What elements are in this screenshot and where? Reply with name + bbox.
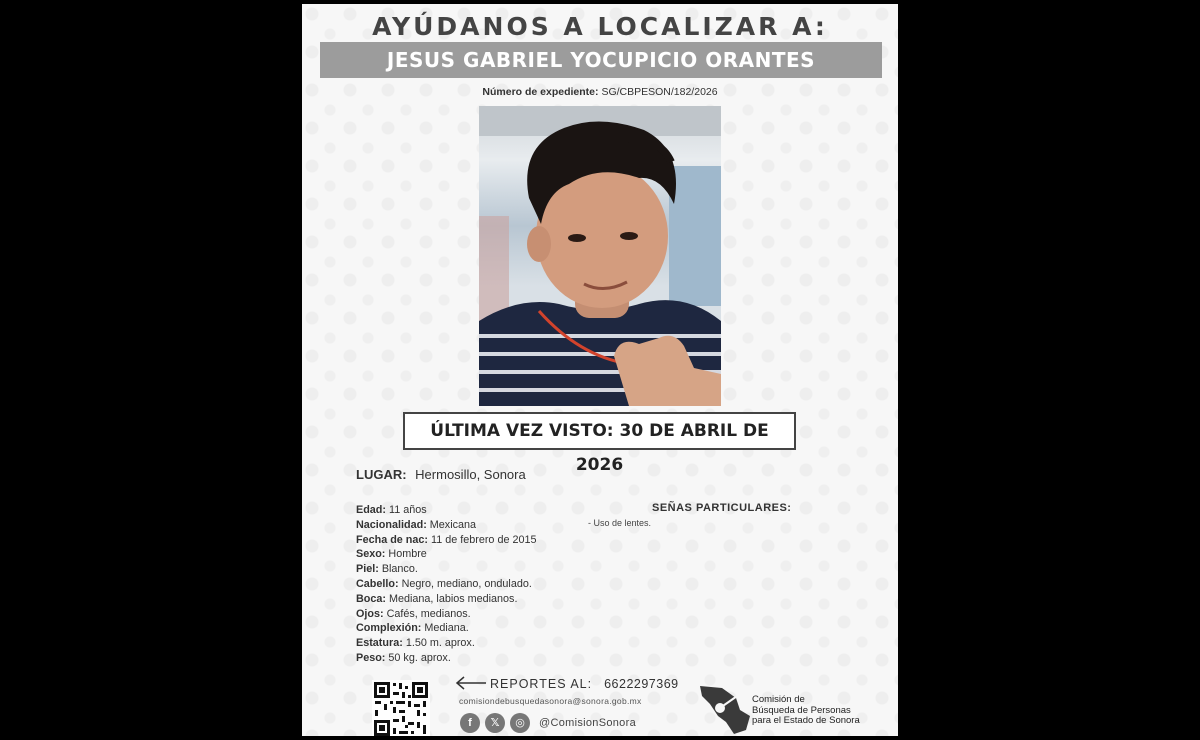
detail-row: Piel: Blanco. (356, 563, 418, 576)
detail-row: Fecha de nac: 11 de febrero de 2015 (356, 533, 537, 546)
sonora-map-logo-icon (696, 682, 754, 736)
detail-row: Sexo: Hombre (356, 548, 427, 561)
instagram-icon[interactable]: ◎ (510, 713, 530, 733)
detail-row: Nacionalidad: Mexicana (356, 518, 477, 531)
last-seen-date: ÚLTIMA VEZ VISTO: 30 DE ABRIL DE 2026 (403, 412, 796, 450)
distinguishing-mark-item: - Uso de lentes. (588, 518, 652, 528)
person-photo (479, 106, 721, 406)
organization-name: Comisión de Búsqueda de Personas para el Estado de Sonora (752, 694, 860, 726)
x-icon[interactable]: 𝕏 (485, 713, 505, 733)
report-label: REPORTES AL: (490, 677, 593, 691)
detail-row: Estatura: 1.50 m. aprox. (356, 637, 475, 650)
detail-row: Complexión: Mediana. (356, 622, 469, 635)
social-handle[interactable]: @ComisionSonora (539, 717, 636, 729)
social-links (460, 713, 636, 733)
detail-row: Edad: 11 años (356, 504, 427, 516)
distinguishing-marks-label: SEÑAS PARTICULARES: (652, 502, 792, 514)
report-phone[interactable]: 6622297369 (604, 677, 679, 691)
report-line (490, 677, 679, 691)
location-label: LUGAR: (356, 467, 407, 482)
case-number-value: SG/CBPESON/182/2026 (601, 86, 718, 98)
person-photo-illustration (479, 106, 721, 406)
physical-details (356, 503, 536, 666)
report-email[interactable]: comisiondebusquedasonora@sonora.gob.mx (459, 696, 642, 706)
missing-person-poster (302, 4, 898, 736)
poster-headline: AYÚDANOS A LOCALIZAR A: (372, 12, 828, 41)
person-name: JESUS GABRIEL YOCUPICIO ORANTES (320, 42, 882, 78)
qr-code-icon (372, 680, 430, 736)
detail-row: Boca: Mediana, labios medianos. (356, 592, 518, 605)
facebook-icon[interactable]: f (460, 713, 480, 733)
detail-row: Peso: 50 kg. aprox. (356, 651, 451, 664)
location-value: Hermosillo, Sonora (415, 467, 526, 482)
qr-code[interactable] (372, 680, 430, 736)
case-number (302, 86, 898, 98)
arrow-left-icon (455, 676, 487, 690)
detail-row: Cabello: Negro, mediano, ondulado. (356, 577, 532, 590)
case-number-label: Número de expediente: (482, 86, 599, 98)
location (356, 467, 526, 482)
detail-row: Ojos: Cafés, medianos. (356, 607, 471, 620)
